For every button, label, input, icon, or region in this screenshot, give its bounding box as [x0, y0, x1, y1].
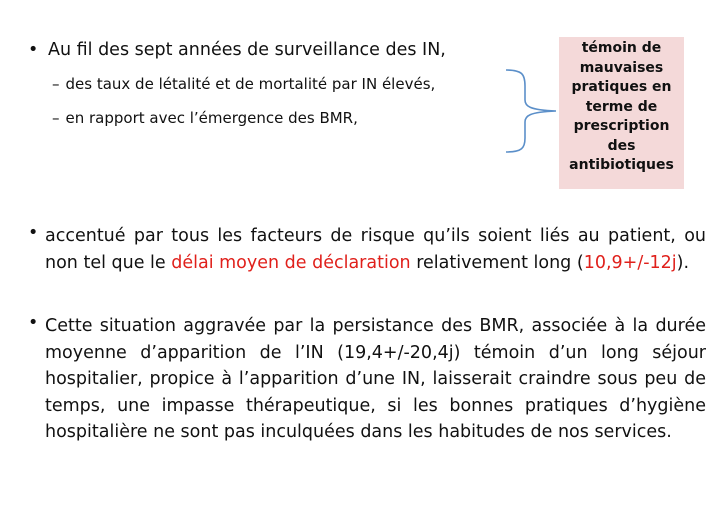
- dash-icon: –: [52, 75, 60, 93]
- bullet-icon: •: [28, 223, 39, 243]
- sub-item-text: en rapport avec l’émergence des BMR,: [65, 109, 358, 127]
- bullet-icon: •: [28, 313, 39, 333]
- bullet-point-1-text: Au fil des sept années de surveillance des IN,: [48, 40, 446, 60]
- right-brace-icon: [500, 68, 560, 154]
- point-2-middle: relativement long (: [410, 252, 584, 273]
- callout-box: [559, 37, 684, 189]
- callout-text: témoin de mauvaises pratiques en terme de prescription des antibiotiques: [569, 40, 674, 173]
- point-2-text: accentué par tous les facteurs de risque qu’ils soient liés au patient, ou non tel que le: [45, 226, 706, 273]
- bullet-icon: •: [28, 40, 39, 60]
- bullet-point-3: [45, 313, 706, 446]
- sub-item-text: des taux de létalité et de mortalité par IN élevés,: [65, 75, 436, 93]
- sub-item: [52, 109, 358, 127]
- highlight-value-text: 10,9+/-12j: [583, 252, 677, 273]
- dash-icon: –: [52, 109, 60, 127]
- point-2-end: ).: [676, 252, 690, 273]
- bullet-point-2: [45, 223, 706, 276]
- point-3-text: Cette situation aggravée par la persistance des BMR, associée à la durée moyenne d’apparition de l’IN (19,4+/-20,4j) témoin d’un long séjour hospitalier, propice à l’apparition d’une IN, laisserait craindre sous peu de temps, une impasse thérapeutique, si les bonnes pratiques d’hygiène hospitalière ne sont pas inculquées dans les habitudes de nos services.: [45, 316, 706, 442]
- highlight-delay-text: délai moyen de déclaration: [171, 252, 411, 273]
- sub-item: [52, 75, 435, 93]
